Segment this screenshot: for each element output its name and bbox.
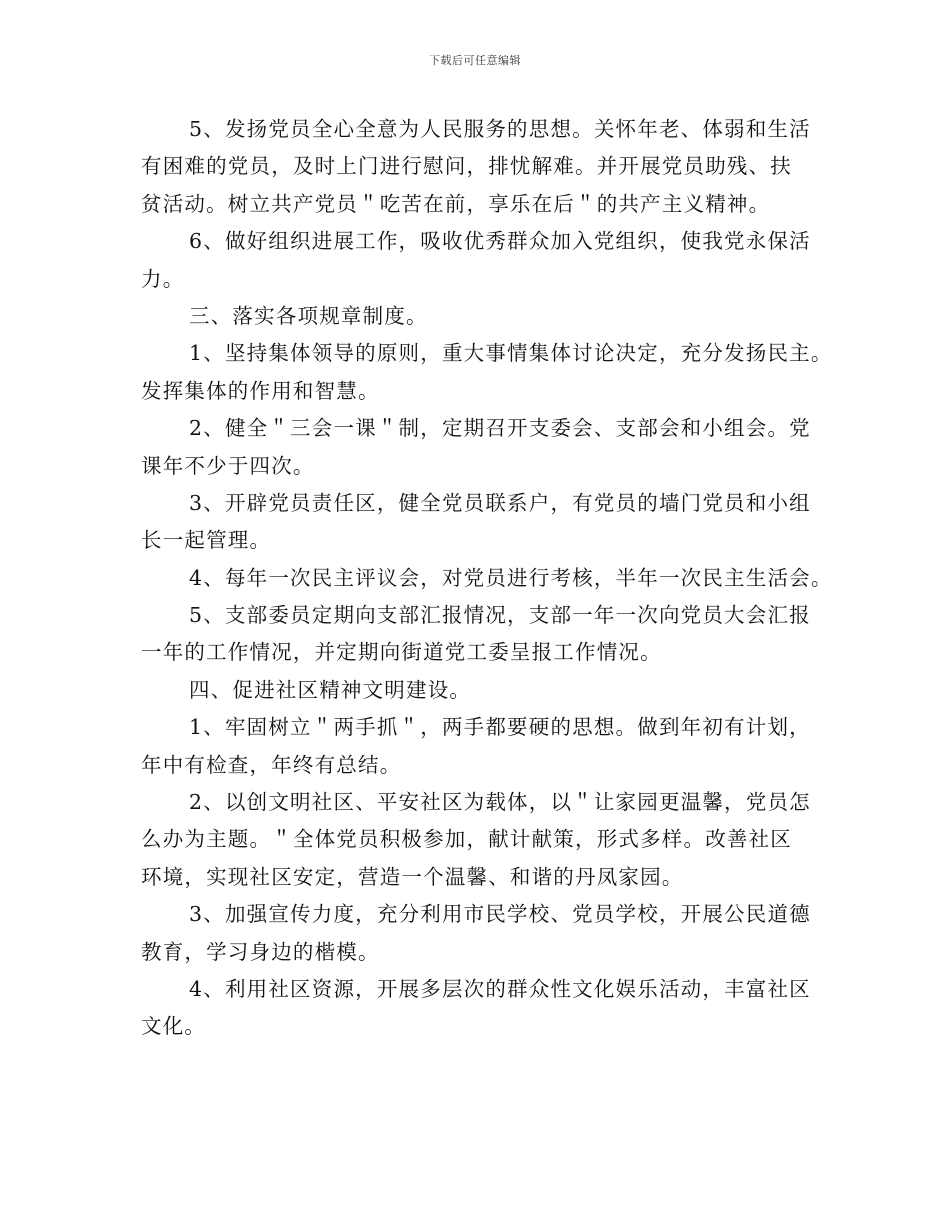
text-line: 1、牢固树立＂两手抓＂，两手都要硬的思想。做到年初有计划， [189,715,811,740]
text-line: 教育，学习身边的楷模。 [141,939,380,964]
text-line: 6、做好组织进展工作，吸收优秀群众加入党组织，使我党永保活 [189,229,811,254]
text-line: 2、以创文明社区、平安社区为载体，以＂让家园更温馨，党员怎 [189,790,811,815]
text-line: 5、支部委员定期向支部汇报情况，支部一年一次向党员大会汇报 [189,603,811,628]
text-line: 发挥集体的作用和智慧。 [141,378,380,403]
text-line: 4、利用社区资源，开展多层次的群众性文化娱乐活动，丰富社区 [189,976,811,1001]
text-line: 长一起管理。 [141,528,272,553]
text-line: 4、每年一次民主评议会，对党员进行考核，半年一次民主生活会。 [189,565,833,590]
text-line: 5、发扬党员全心全意为人民服务的思想。关怀年老、体弱和生活 [189,117,811,141]
text-line: 环境，实现社区安定，营造一个温馨、和谐的丹凤家园。 [141,864,684,889]
page-header: 下载后可任意编辑 [429,54,521,67]
text-line: 年中有检查，年终有总结。 [141,752,402,777]
text-line: 么办为主题。＂全体党员积极参加，献计献策，形式多样。改善社区 [141,827,792,852]
document-body [141,111,833,1046]
text-line: 1、坚持集体领导的原则，重大事情集体讨论决定，充分发扬民主。 [189,341,833,366]
text-line: 文化。 [141,1014,207,1039]
text-line: 一年的工作情况，并定期向街道党工委呈报工作情况。 [141,640,662,665]
text-line: 贫活动。树立共产党员＂吃苦在前，享乐在后＂的共产主义精神。 [141,191,771,216]
text-line: 三、落实各项规章制度。 [189,303,428,328]
text-line: 课年不少于四次。 [141,453,315,478]
text-line: 力。 [141,266,185,291]
text-line: 有困难的党员，及时上门进行慰问，排忧解难。并开展党员助残、扶 [141,154,792,179]
text-line: 3、开辟党员责任区，健全党员联系户，有党员的墙门党员和小组 [189,490,811,515]
text-line: 3、加强宣传力度，充分利用市民学校、党员学校，开展公民道德 [189,902,811,927]
text-line: 2、健全＂三会一课＂制，定期召开支委会、支部会和小组会。党 [189,416,811,441]
text-line: 四、促进社区精神文明建设。 [189,677,472,702]
